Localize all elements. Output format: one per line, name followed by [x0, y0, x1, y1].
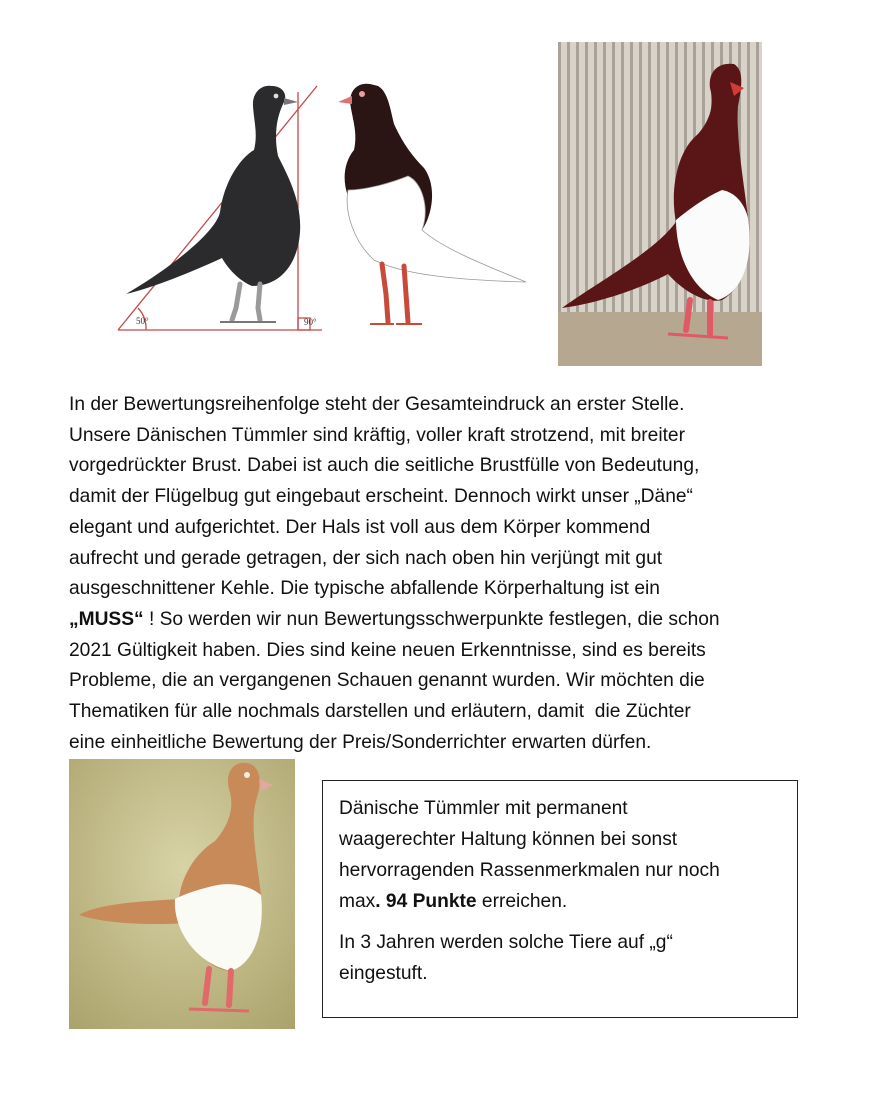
angle-label-50: 50° [136, 316, 149, 326]
note-paragraph-2 [339, 927, 783, 989]
note-line-pre: max [339, 891, 376, 912]
note-box [322, 780, 798, 1018]
body-line: 2021 Gültigkeit haben. Dies sind keine neuen Erkenntnisse, sind es bereits [69, 639, 706, 661]
body-line: damit der Flügelbug gut eingebaut erscheint. Dennoch wirkt unser „Däne“ [69, 486, 693, 508]
body-line: Unsere Dänischen Tümmler sind kräftig, voller kraft strotzend, mit breiter [69, 424, 685, 446]
note-line: eingestuft. [339, 963, 428, 984]
note-points-emphasis: . 94 Punkte [375, 891, 477, 912]
angle-label-90: 90° [304, 317, 317, 327]
body-line: eine einheitliche Bewertung der Preis/Sonderrichter erwarten dürfen. [69, 731, 652, 753]
note-line-post: erreichen. [476, 891, 568, 912]
note-line: Dänische Tümmler mit permanent [339, 798, 628, 819]
note-line: hervorragenden Rassenmerkmalen nur noch [339, 860, 720, 881]
photo-red-white-pigeon [558, 42, 762, 366]
red-white-pigeon-drawing [338, 84, 526, 324]
body-line: ausgeschnittener Kehle. Die typische abfallende Körperhaltung ist ein [69, 578, 660, 600]
photo-cream-white-pigeon [69, 759, 295, 1029]
body-line: elegant und aufgerichtet. Der Hals ist voll aus dem Körper kommend [69, 516, 651, 538]
body-line: Probleme, die an vergangenen Schauen genannt wurden. Wir möchten die [69, 670, 705, 692]
note-line: waagerechter Haltung können bei sonst [339, 829, 678, 850]
body-paragraph [69, 390, 809, 758]
body-line: vorgedrückter Brust. Dabei ist auch die seitliche Brustfülle von Bedeutung, [69, 455, 700, 477]
body-line: In der Bewertungsreihenfolge steht der Gesamteindruck an erster Stelle. [69, 394, 685, 415]
note-line: In 3 Jahren werden solche Tiere auf „g“ [339, 932, 673, 953]
body-line: aufrecht und gerade getragen, der sich nach oben hin verjüngt mit gut [69, 547, 663, 569]
standard-illustration [112, 72, 542, 342]
body-line [69, 605, 809, 636]
body-line-rest: ! So werden wir nun Bewertungsschwerpunkte festlegen, die schon [143, 608, 720, 630]
emphasis-muss: „MUSS“ [69, 608, 144, 630]
black-pigeon-drawing [126, 86, 300, 322]
note-paragraph-1 [339, 793, 783, 917]
body-line: Thematiken für alle nochmals darstellen und erläutern, damit die Züchter [69, 701, 691, 723]
